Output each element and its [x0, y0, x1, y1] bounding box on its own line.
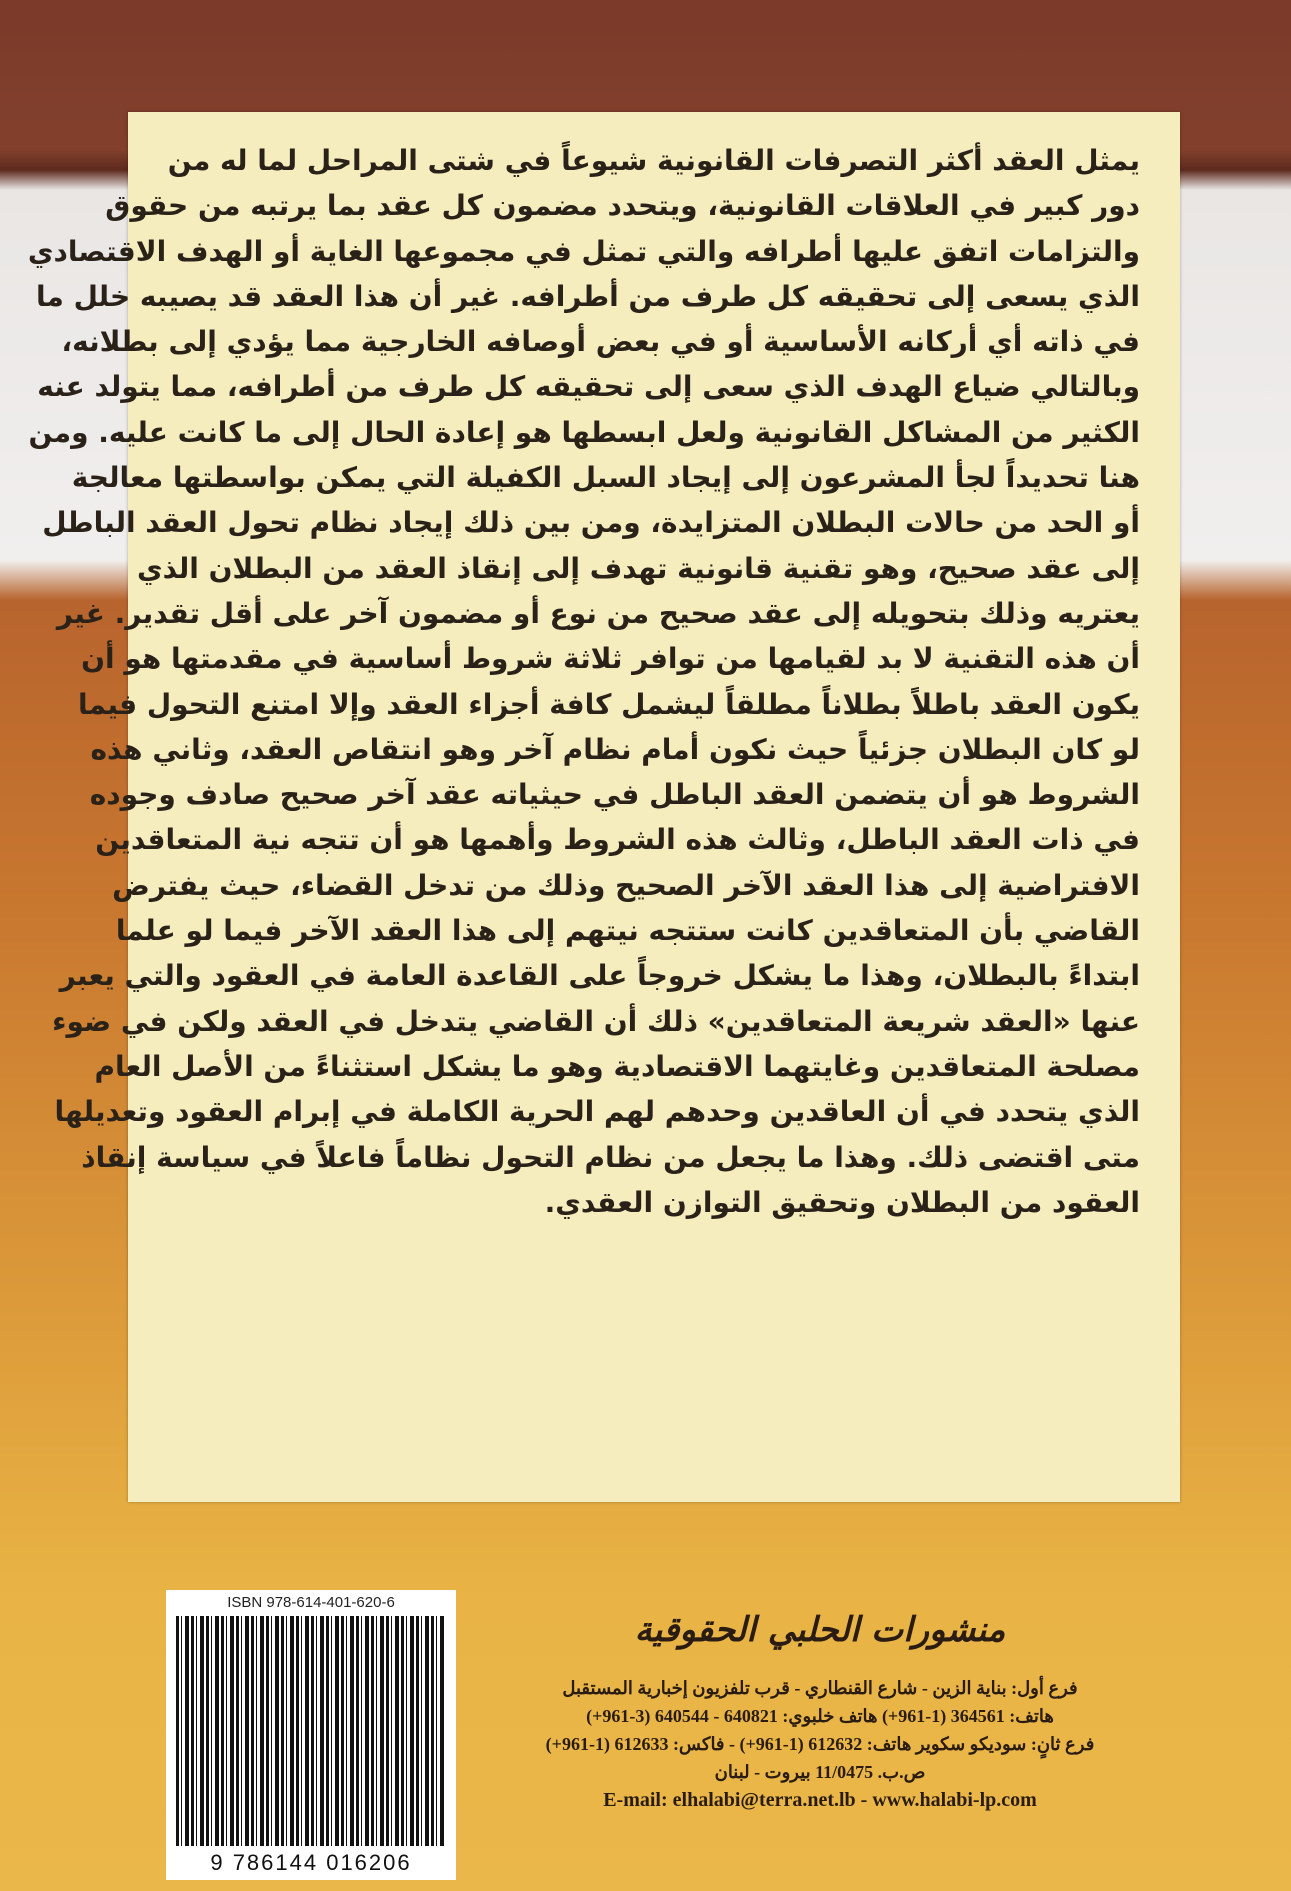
isbn-barcode	[166, 1590, 456, 1880]
publisher-info	[500, 1610, 1140, 1814]
blurb-line: عنها «العقد شريعة المتعاقدين» ذلك أن القاضي يتدخل في العقد ولكن في ضوء	[52, 1004, 1140, 1038]
blurb-line: مصلحة المتعاقدين وغايتهما الاقتصادية وهو ما يشكل استثناءً من الأصل العام	[94, 1049, 1140, 1083]
blurb-line: الذي يسعى إلى تحقيقه كل طرف من أطرافه. غير أن هذا العقد قد يصيبه خلل ما	[35, 279, 1140, 313]
blurb-line: إلى عقد صحيح، وهو تقنية قانونية تهدف إلى إنقاذ العقد من البطلان الذي	[136, 551, 1140, 585]
blurb-line: في ذات العقد الباطل، وثالث هذه الشروط وأهمها هو أن تتجه نية المتعاقدين	[95, 823, 1140, 857]
blurb-line: أن هذه التقنية لا بد لقيامها من توافر ثلاثة شروط أساسية في مقدمتها هو أن	[81, 642, 1140, 676]
barcode-bars	[176, 1616, 446, 1846]
blurb-line: لو كان البطلان جزئياً حيث نكون أمام نظام آخر وهو انتقاص العقد، وثاني هذه	[90, 732, 1140, 766]
blurb-line: الذي يتحدد في أن العاقدين وحدهم لهم الحرية الكاملة في إبرام العقود وتعديلها	[54, 1095, 1140, 1129]
blurb-line: ابتداءً بالبطلان، وهذا ما يشكل خروجاً على القاعدة العامة في العقود والتي يعبر	[59, 959, 1140, 993]
barcode-digits: 9 786144 016206	[166, 1850, 456, 1876]
blurb-line: الشروط هو أن يتضمن العقد الباطل في حيثياته عقد آخر صحيح صادف وجوده	[89, 778, 1140, 812]
blurb-line: يعتريه وذلك بتحويله إلى عقد صحيح من نوع أو مضمون آخر على أقل تقدير. غير	[56, 596, 1140, 630]
publisher-phone-1: هاتف: 364561 (1-961+) هاتف خلبوي: 640821 - 640544 (3-961+)	[586, 1706, 1054, 1726]
publisher-address-2: فرع ثانٍ: سوديكو سكوير هاتف: 612632 (1-961+) - فاكس: 612633 (1-961+)	[545, 1734, 1095, 1754]
blurb-line: وبالتالي ضياع الهدف الذي سعى إلى تحقيقه كل طرف من أطرافه، مما يتولد عنه	[37, 370, 1140, 404]
blurb-line: يكون العقد باطلاً بطلاناً مطلقاً ليشمل كافة أجزاء العقد وإلا امتنع التحول فيما	[78, 687, 1140, 721]
publisher-contact: E-mail: elhalabi@terra.net.lb - www.halabi-lp.com	[603, 1789, 1037, 1811]
blurb-line: هنا تحديداً لجأ المشرعون إلى إيجاد السبل الكفيلة التي يمكن بواسطتها معالجة	[71, 461, 1140, 495]
isbn-label: ISBN 978-614-401-620-6	[227, 1594, 395, 1611]
publisher-address-1: فرع أول: بناية الزين - شارع القنطاري - قرب تلفزيون إخبارية المستقبل	[562, 1678, 1078, 1698]
publisher-po-box: ص.ب. 11/0475 بيروت - لبنان	[714, 1762, 926, 1782]
blurb-line: القاضي بأن المتعاقدين كانت ستتجه نيتهم إلى هذا العقد الآخر فيما لو علما	[115, 914, 1140, 948]
back-cover-blurb-panel	[27, 112, 1180, 1502]
blurb-line: أو الحد من حالات البطلان المتزايدة، ومن بين ذلك إيجاد نظام تحول العقد الباطل	[42, 506, 1140, 540]
blurb-line: الافتراضية إلى هذا العقد الآخر الصحيح وذلك من تدخل القضاء، حيث يفترض	[112, 868, 1140, 902]
blurb-line: الكثير من المشاكل القانونية ولعل ابسطها هو إعادة الحال إلى ما كانت عليه. ومن	[28, 415, 1140, 449]
blurb-line: والتزامات اتفق عليها أطرافه والتي تمثل في مجموعها الغاية أو الهدف الاقتصادي	[27, 234, 1140, 268]
blurb-line: العقود من البطلان وتحقيق التوازن العقدي.	[544, 1185, 1140, 1219]
blurb-text	[27, 138, 1140, 1225]
publisher-logo: منشورات الحلبي الحقوقية	[634, 1610, 1006, 1650]
blurb-line: دور كبير في العلاقات القانونية، ويتحدد مضمون كل عقد بما يرتبه من حقوق	[105, 189, 1140, 223]
blurb-line: متى اقتضى ذلك. وهذا ما يجعل من نظام التحول نظاماً فاعلاً في سياسة إنقاذ	[81, 1140, 1140, 1174]
blurb-line: يمثل العقد أكثر التصرفات القانونية شيوعاً في شتى المراحل لما له من	[167, 144, 1140, 177]
blurb-line: في ذاته أي أركانه الأساسية أو في بعض أوصافه الخارجية مما يؤدي إلى بطلانه،	[61, 325, 1140, 359]
